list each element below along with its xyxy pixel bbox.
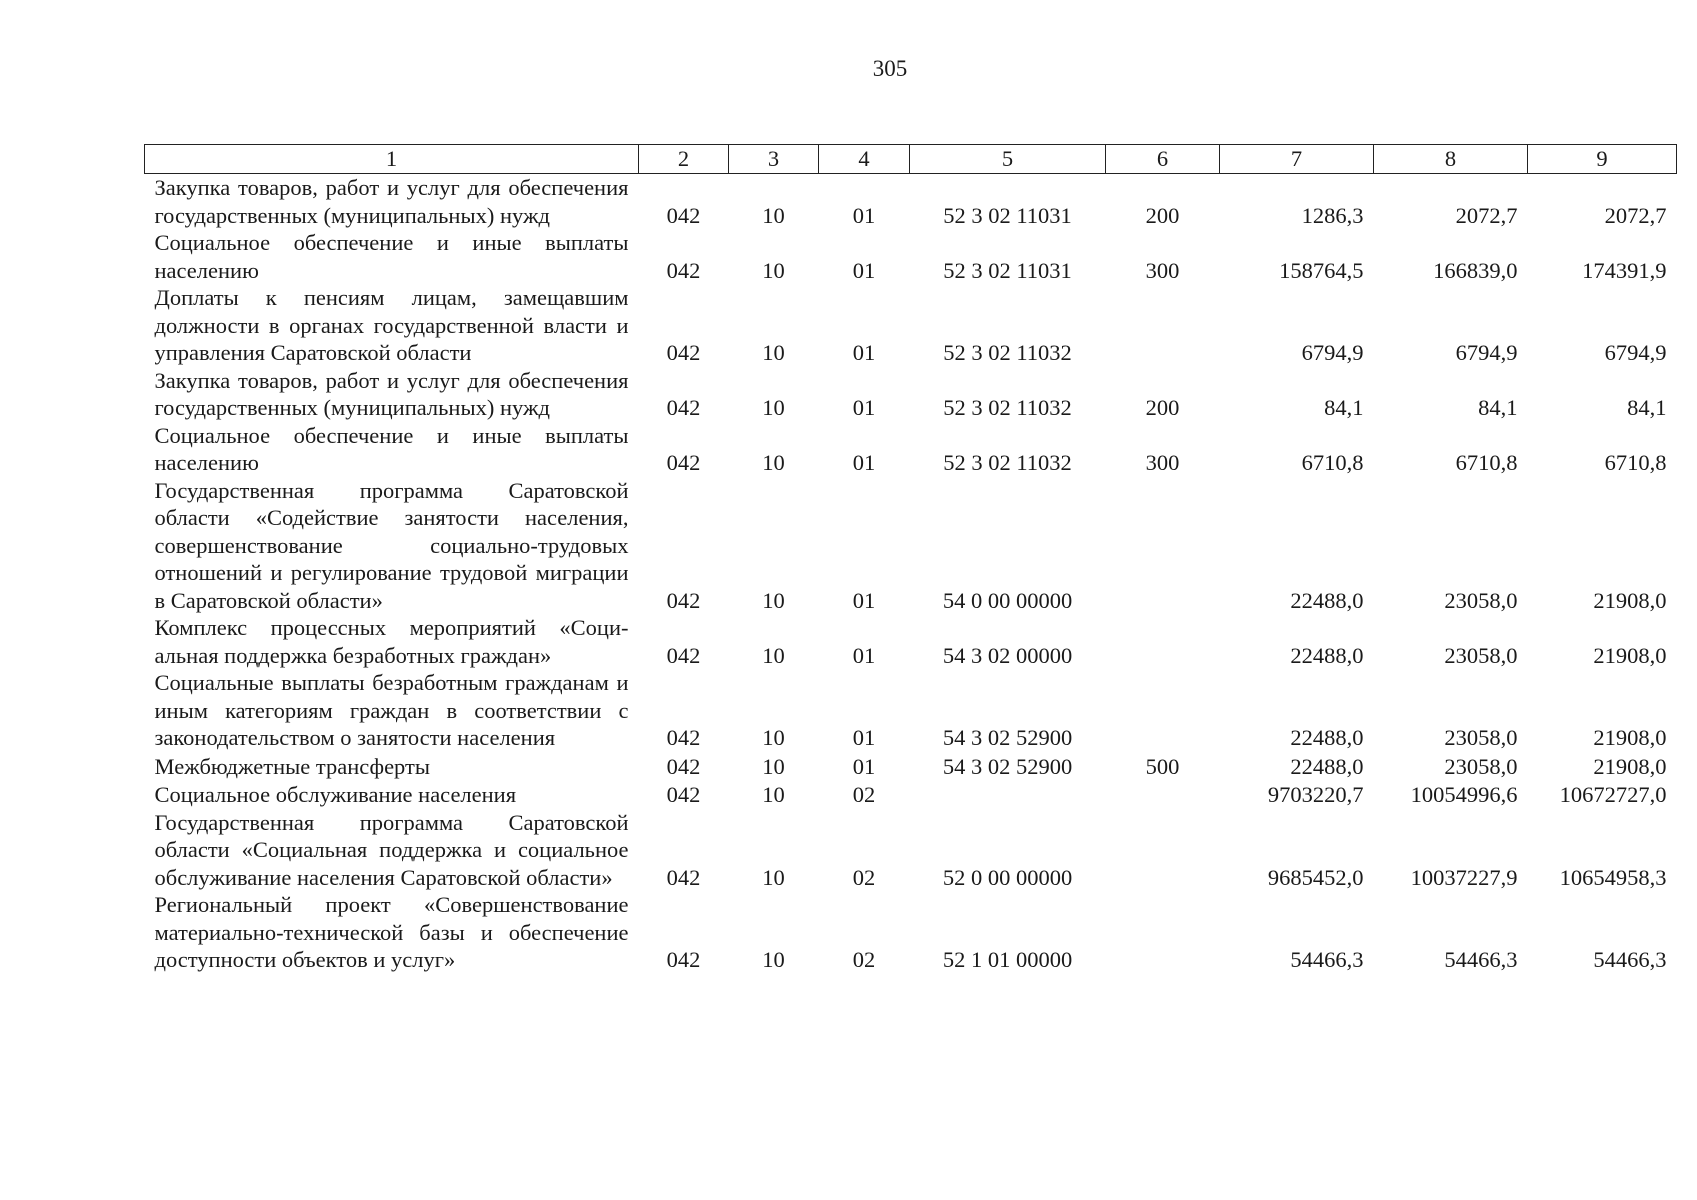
cell-amount-8: 23058,0 — [1444, 587, 1518, 613]
cell-amount-7: 1286,3 — [1301, 202, 1364, 228]
column-header-7: 7 — [1220, 145, 1374, 174]
column-header-4: 4 — [819, 145, 910, 174]
cell-expense-type — [1106, 780, 1220, 809]
table-row — [145, 669, 1677, 752]
cell-ministry: 042 — [666, 753, 701, 779]
cell-amount-8: 6710,8 — [1455, 450, 1518, 475]
cell-amount-8: 2072,7 — [1455, 202, 1518, 228]
cell-target-article: 52 3 02 11032 — [943, 450, 1072, 475]
cell-amount-9: 54466,3 — [1593, 947, 1667, 972]
cell-ministry: 042 — [666, 864, 701, 890]
column-header-9: 9 — [1528, 145, 1677, 174]
row-name: Социальное обслуживание населения — [154, 782, 517, 807]
page-number: 305 — [872, 56, 908, 81]
cell-amount-9: 10654958,3 — [1559, 864, 1667, 890]
column-header-1: 1 — [145, 145, 639, 174]
row-name: Закупка товаров, работ и услуг для обеспечения государственных (муниципальных) нужд — [154, 175, 629, 228]
cell-amount-7: 84,1 — [1324, 395, 1364, 420]
cell-subsection: 01 — [852, 753, 876, 779]
row-name: Региональный проект «Совершенствование материально-технической базы и обеспечение доступности объектов и услуг» — [154, 892, 629, 972]
cell-amount-9: 84,1 — [1627, 395, 1667, 420]
cell-amount-7: 158764,5 — [1279, 257, 1364, 283]
cell-expense-type — [1106, 891, 1220, 974]
cell-subsection: 01 — [852, 450, 876, 475]
cell-section: 10 — [762, 340, 785, 365]
table-row — [145, 284, 1677, 367]
cell-ministry: 042 — [666, 725, 701, 750]
cell-amount-7: 22488,0 — [1290, 587, 1364, 613]
cell-amount-8: 10054996,6 — [1410, 782, 1518, 807]
cell-target-article: 52 3 02 11031 — [943, 202, 1072, 228]
cell-section: 10 — [762, 725, 785, 750]
cell-amount-9: 10672727,0 — [1559, 782, 1667, 807]
column-header-8: 8 — [1374, 145, 1528, 174]
cell-subsection: 02 — [852, 782, 876, 807]
cell-amount-9: 6794,9 — [1604, 340, 1667, 365]
cell-expense-type: 300 — [1145, 257, 1180, 283]
row-name: Межбюджетные трансферты — [154, 753, 430, 779]
cell-expense-type: 200 — [1145, 395, 1180, 420]
cell-amount-8: 84,1 — [1478, 395, 1518, 420]
cell-target-article: 54 0 00 00000 — [942, 587, 1073, 613]
cell-expense-type: 200 — [1145, 202, 1180, 228]
cell-section: 10 — [762, 202, 785, 228]
row-name: Социальные выплаты безработным гражданам и иным категориям граждан в соответствии с законодательством о занятости населения — [154, 670, 629, 750]
cell-target-article: 52 1 01 00000 — [942, 947, 1073, 972]
cell-subsection: 01 — [852, 642, 876, 668]
cell-section: 10 — [762, 257, 785, 283]
table-row — [145, 422, 1677, 477]
cell-subsection: 01 — [852, 395, 876, 420]
cell-subsection: 02 — [852, 864, 876, 890]
cell-ministry: 042 — [666, 947, 701, 972]
table-body — [145, 174, 1677, 974]
cell-amount-7: 6794,9 — [1301, 340, 1364, 365]
table-row — [145, 780, 1677, 809]
cell-amount-7: 9685452,0 — [1267, 864, 1364, 890]
cell-amount-9: 2072,7 — [1604, 202, 1667, 228]
cell-amount-7: 22488,0 — [1290, 725, 1364, 750]
table-row — [145, 229, 1677, 284]
cell-section: 10 — [762, 947, 785, 972]
cell-amount-9: 6710,8 — [1604, 450, 1667, 475]
cell-amount-8: 6794,9 — [1455, 340, 1518, 365]
cell-section: 10 — [762, 864, 785, 890]
cell-amount-8: 23058,0 — [1444, 753, 1518, 779]
cell-target-article: 54 3 02 52900 — [942, 753, 1073, 779]
cell-expense-type — [1106, 284, 1220, 367]
row-name: Государственная программа Саратовской области «Социальная поддержка и социальное обслуживание населения Саратовской области» — [154, 809, 629, 890]
cell-ministry: 042 — [666, 395, 701, 420]
table-row — [145, 809, 1677, 892]
column-header-3: 3 — [729, 145, 819, 174]
row-name: Доплаты к пенсиям лицам, замещавшим должности в органах государственной власти и управления Саратовской области — [154, 285, 629, 365]
cell-target-article: 52 3 02 11032 — [943, 395, 1072, 420]
cell-ministry: 042 — [666, 257, 701, 283]
cell-ministry: 042 — [666, 587, 701, 613]
cell-section: 10 — [762, 753, 785, 779]
row-name: Социальное обеспечение и иные выплаты населению — [154, 422, 629, 475]
cell-amount-8: 10037227,9 — [1410, 864, 1518, 890]
cell-subsection: 01 — [852, 340, 876, 365]
cell-amount-9: 21908,0 — [1593, 587, 1667, 613]
table-row — [145, 477, 1677, 615]
cell-amount-8: 23058,0 — [1444, 725, 1518, 750]
row-name: Закупка товаров, работ и услуг для обеспечения государственных (муниципальных) нужд — [154, 367, 629, 420]
cell-subsection: 01 — [852, 202, 876, 228]
row-name: Комплекс процессных мероприятий «Социальная поддержка безработных граждан» — [154, 615, 629, 668]
cell-subsection: 01 — [852, 725, 876, 750]
table-row — [145, 752, 1677, 781]
table-row — [145, 614, 1677, 669]
column-header-6: 6 — [1106, 145, 1220, 174]
cell-subsection: 01 — [852, 257, 876, 283]
cell-expense-type — [1106, 477, 1220, 615]
cell-section: 10 — [762, 450, 785, 475]
table-row — [145, 891, 1677, 974]
row-name: Государственная программа Саратовской области «Содействие занятости населения, совершенствование социально-трудовых отношений и регулирование трудовой миграции в Саратовской области» — [154, 477, 629, 613]
cell-section: 10 — [762, 587, 785, 613]
cell-amount-8: 54466,3 — [1444, 947, 1518, 972]
cell-amount-9: 21908,0 — [1593, 642, 1667, 668]
cell-ministry: 042 — [666, 642, 701, 668]
cell-amount-7: 22488,0 — [1290, 642, 1364, 668]
cell-amount-7: 22488,0 — [1290, 753, 1364, 779]
cell-ministry: 042 — [666, 450, 701, 475]
cell-expense-type — [1106, 614, 1220, 669]
row-name: Социальное обеспечение и иные выплаты населению — [154, 230, 629, 283]
cell-amount-8: 166839,0 — [1433, 257, 1518, 283]
cell-ministry: 042 — [666, 782, 701, 807]
cell-amount-7: 54466,3 — [1290, 947, 1364, 972]
column-header-2: 2 — [639, 145, 729, 174]
table-header — [145, 145, 1677, 174]
cell-subsection: 01 — [852, 587, 876, 613]
cell-target-article: 52 3 02 11031 — [943, 257, 1072, 283]
cell-amount-8: 23058,0 — [1444, 642, 1518, 668]
table-row — [145, 367, 1677, 422]
cell-amount-9: 21908,0 — [1593, 753, 1667, 779]
cell-amount-7: 9703220,7 — [1267, 782, 1364, 807]
cell-target-article: 52 3 02 11032 — [943, 340, 1072, 365]
cell-expense-type: 500 — [1145, 753, 1180, 779]
cell-target-article: 52 0 00 00000 — [942, 864, 1073, 890]
budget-table — [144, 144, 1677, 974]
cell-ministry: 042 — [666, 340, 701, 365]
cell-section: 10 — [762, 782, 785, 807]
cell-target-article: 54 3 02 52900 — [942, 725, 1073, 750]
cell-expense-type — [1106, 809, 1220, 892]
cell-expense-type: 300 — [1145, 450, 1180, 475]
table-row — [145, 174, 1677, 230]
cell-target-article: 54 3 02 00000 — [942, 642, 1073, 668]
cell-expense-type — [1106, 669, 1220, 752]
cell-amount-9: 174391,9 — [1582, 257, 1667, 283]
cell-subsection: 02 — [852, 947, 876, 972]
cell-amount-9: 21908,0 — [1593, 725, 1667, 750]
cell-section: 10 — [762, 395, 785, 420]
cell-target-article — [910, 780, 1106, 809]
cell-amount-7: 6710,8 — [1301, 450, 1364, 475]
cell-ministry: 042 — [666, 202, 701, 228]
column-header-5: 5 — [910, 145, 1106, 174]
cell-section: 10 — [762, 642, 785, 668]
